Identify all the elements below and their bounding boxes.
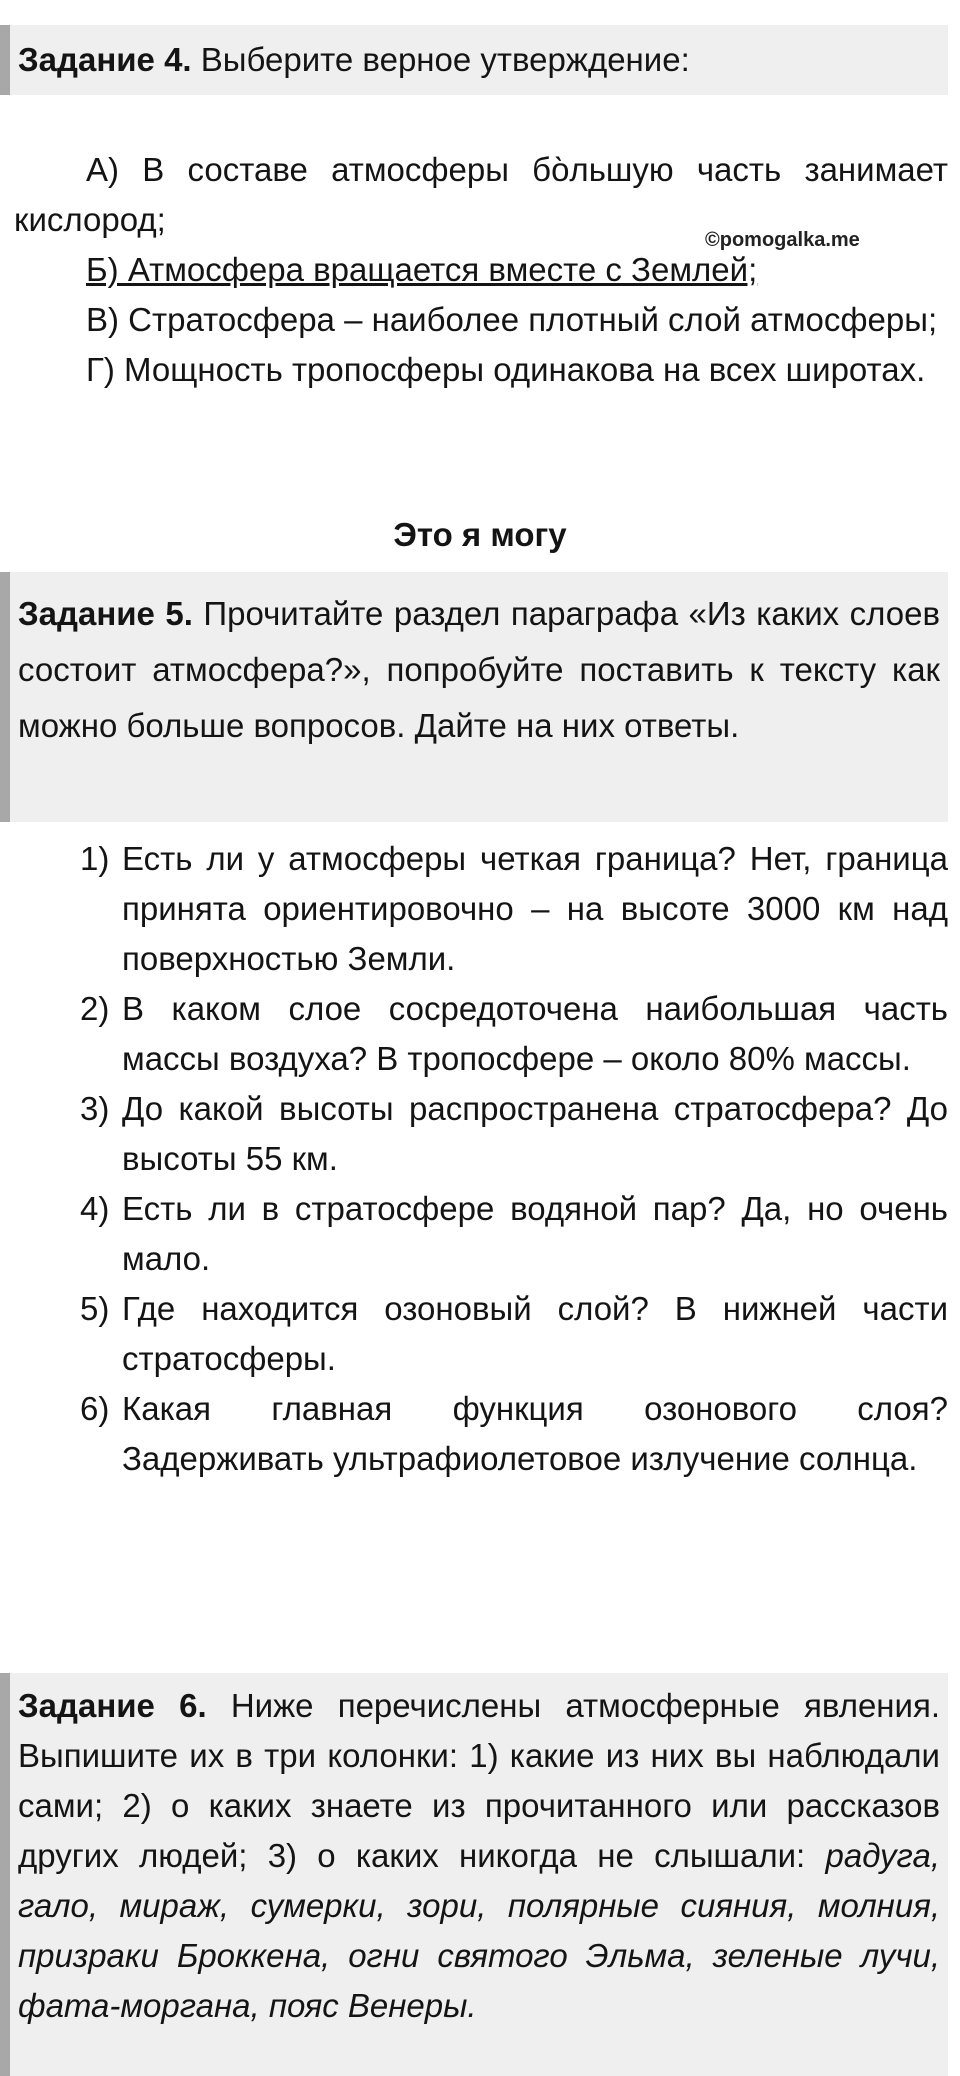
answer-text: Есть ли у атмосферы четкая граница? Нет, граница принята ориентировочно – на высоте 3000 км над поверхностью Земли. xyxy=(122,840,948,977)
task-4-label: Задание 4. xyxy=(18,41,192,78)
task-4-text: Выберите верное утверждение: xyxy=(191,41,690,78)
option-a: А) В составе атмосферы бо̀льшую часть занимает кислород; xyxy=(14,151,948,238)
answer-item xyxy=(80,834,948,984)
watermark: ©pomogalka.me xyxy=(705,229,860,251)
option-c: В) Стратосфера – наиболее плотный слой атмосферы; xyxy=(86,301,938,338)
option-d: Г) Мощность тропосферы одинакова на всех широтах. xyxy=(86,351,926,388)
task-5-label: Задание 5. xyxy=(18,595,193,632)
option-b-correct: Б) Атмосфера вращается вместе с Землей; xyxy=(86,251,758,288)
task-4-box xyxy=(0,25,948,95)
task-6-text: Ниже перечислены атмосферные явления. Выпишите их в три колонки: 1) какие из них вы наблюдали сами; 2) о каких знаете из прочитанного или рассказов других людей; 3) о каких никогда не слышали: xyxy=(18,1687,940,1874)
task-4-options xyxy=(14,145,948,395)
task-5-text: Прочитайте раздел параграфа «Из каких слоев состоит атмосфера?», попробуйте поставить к тексту как можно больше вопросов. Дайте на них ответы. xyxy=(18,595,940,744)
answer-text: Какая главная функция озонового слоя? Задерживать ультрафиолетовое излучение солнца. xyxy=(122,1390,948,1477)
answer-text: Есть ли в стратосфере водяной пар? Да, но очень мало. xyxy=(122,1190,948,1277)
answer-item xyxy=(80,1284,948,1384)
section-heading: Это я могу xyxy=(393,516,567,553)
answer-number: 6) xyxy=(80,1390,110,1427)
answer-text: Где находится озоновый слой? В нижней части стратосферы. xyxy=(122,1290,948,1377)
answer-number: 2) xyxy=(80,990,110,1027)
answer-item xyxy=(80,1384,948,1484)
answer-number: 4) xyxy=(80,1190,110,1227)
task-6-label: Задание 6. xyxy=(18,1687,207,1724)
answer-text: В каком слое сосредоточена наибольшая часть массы воздуха? В тропосфере – около 80% массы. xyxy=(122,990,948,1077)
task-5-answers xyxy=(80,834,948,1484)
task-5-box xyxy=(0,572,948,822)
answer-number: 1) xyxy=(80,840,110,877)
answer-number: 5) xyxy=(80,1290,110,1327)
answer-item xyxy=(80,1084,948,1184)
answer-number: 3) xyxy=(80,1090,110,1127)
answer-item xyxy=(80,984,948,1084)
answer-item xyxy=(80,1184,948,1284)
option-b xyxy=(14,245,948,295)
task-6-phenomena: радуга, гало, мираж, сумерки, зори, полярные сияния, молния, призраки Броккена, огни святого Эльма, зеленые лучи, фата-моргана, пояс Венеры. xyxy=(18,1837,940,2024)
task-6-box xyxy=(0,1673,948,2076)
answer-text: До какой высоты распространена стратосфера? До высоты 55 км. xyxy=(122,1090,948,1177)
